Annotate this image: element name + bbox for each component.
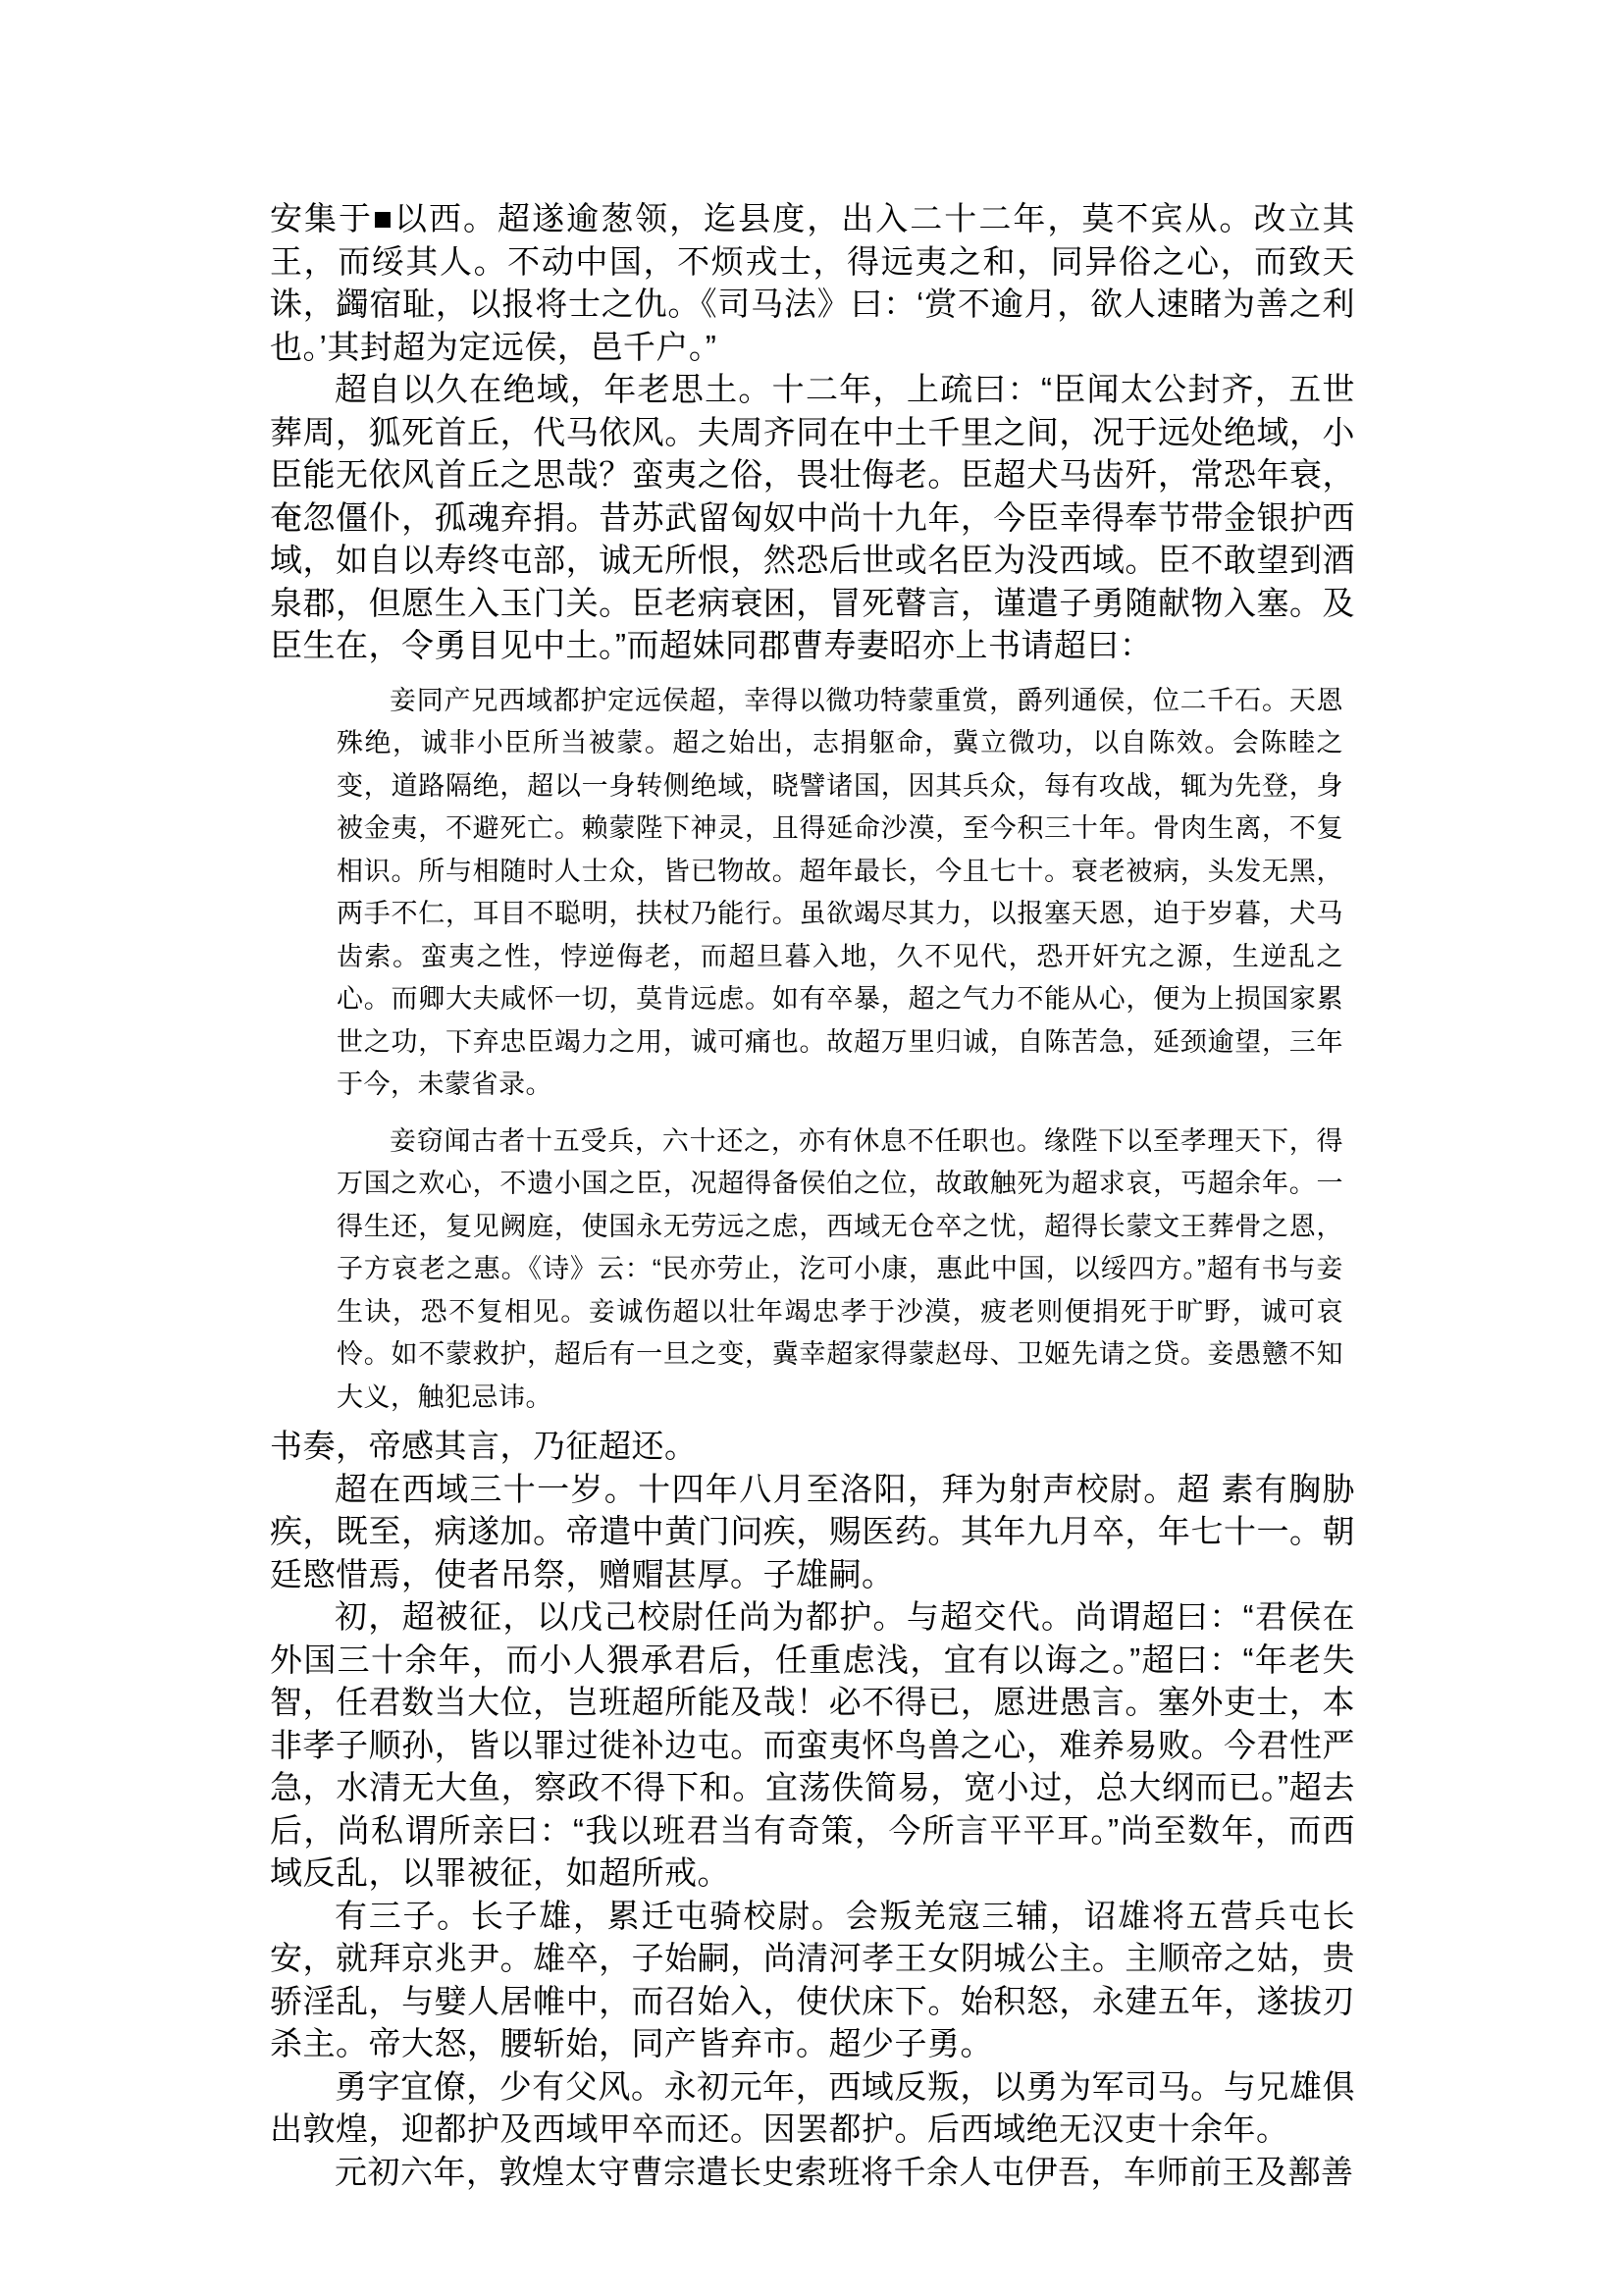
block-quote-ban-zhao-memorial-1: 妾同产兄西域都护定远侯超，幸得以微功特蒙重赏，爵列通侯，位二千石。天恩殊绝，诚非小臣所当被蒙。超之始出，志捐躯命，冀立微功，以自陈效。会陈睦之变，道路隔绝，超以一身转侧绝域，晓譬诸国，因其兵众，每有攻战，辄为先登，身被金夷，不避死亡。赖蒙陛下神灵，且得延命沙漠，至今积三十年。骨肉生离，不复相识。所与相随时人士众，皆已物故。超年最长，今且七十。衰老被病，头发无黑，两手不仁，耳目不聪明，扶杖乃能行。虽欲竭尽其力，以报塞天恩，迫于岁暮，犬马齿索。蛮夷之性，悖逆侮老，而超旦暮入地，久不见代，恐开奸宄之源，生逆乱之心。而卿大夫咸怀一切，莫肯远虑。如有卒暴，超之气力不能从心，便为上损国家累世之功，下弃忠臣竭力之用，诚可痛也。故超万里归诚，自陈苦急，延颈逾望，三年于今，未蒙省录。: [337, 685, 1343, 1099]
body-paragraph-ren-shang-dialogue: 初，超被征，以戊己校尉任尚为都护。与超交代。尚谓超曰：“君侯在外国三十余年，而小人猥承君后，任重虑浅，宜有以诲之。”超曰：“年老失智，任君数当大位，岂班超所能及哉！必不得已，愿进愚言。塞外吏士，本非孝子顺孙，皆以罪过徙补边屯。而蛮夷怀鸟兽之心，难养易败。今君性严急，水清无大鱼，察政不得下和。宜荡佚简易，宽小过，总大纲而已。”超去后，尚私谓所亲曰：“我以班君当有奇策，今所言平平耳。”尚至数年，而西域反乱，以罪被征，如超所戒。: [270, 1598, 1355, 1891]
body-paragraph-return-and-death: 超在西域三十一岁。十四年八月至洛阳，拜为射声校尉。超 素有胸胁疾，既至，病遂加。帝遣中黄门问疾，赐医药。其年九月卒，年七十一。朝廷愍惜焉，使者吊祭，赠赗甚厚。子雄嗣。: [270, 1470, 1355, 1592]
body-paragraph-continuation: 安集于■以西。超遂逾葱领，迄县度，出入二十二年，莫不宾从。改立其王，而绥其人。不动中国，不烦戎士，得远夷之和，同异俗之心，而致天诛，蠲宿耻，以报将士之仇。《司马法》曰：‘赏不逾月，欲人速睹为善之利也。’其封超为定远侯，邑千户。”: [270, 200, 1355, 365]
block-quote-ban-zhao-memorial-2: 妾窃闻古者十五受兵，六十还之，亦有休息不任职也。缘陛下以至孝理天下，得万国之欢心，不遗小国之臣，况超得备侯伯之位，故敢触死为超求哀，丐超余年。一得生还，复见阙庭，使国永无劳远之虑，西域无仓卒之忧，超得长蒙文王葬骨之恩，子方哀老之惠。《诗》云：“民亦劳止，汔可小康，惠此中国，以绥四方。”超有书与妾生诀，恐不复相见。妾诚伤超以壮年竭忠孝于沙漠，疲老则便捐死于旷野，诚可哀怜。如不蒙救护，超后有一旦之变，冀幸超家得蒙赵母、卫姬先请之贷。妾愚戆不知大义，触犯忌讳。: [337, 1125, 1343, 1412]
text-content-area: [270, 197, 1355, 2193]
body-paragraph-three-sons: 有三子。长子雄，累迁屯骑校尉。会叛羌寇三辅，诏雄将五营兵屯长安，就拜京兆尹。雄卒，子始嗣，尚清河孝王女阴城公主。主顺帝之姑，贵骄淫乱，与嬖人居帷中，而召始入，使伏床下。始积怒，永建五年，遂拔刃杀主。帝大怒，腰斩始，同产皆弃市。超少子勇。: [270, 1897, 1355, 2061]
body-paragraph-ban-yong-intro: 勇字宜僚，少有父风。永初元年，西域反叛，以勇为军司马。与兄雄俱出敦煌，迎都护及西域甲卒而还。因罢都护。后西域绝无汉吏十余年。: [270, 2067, 1355, 2147]
body-paragraph-yuanchu-sixth-year: 元初六年，敦煌太守曹宗遣长史索班将千余人屯伊吾，车师前王及鄯善: [335, 2153, 1354, 2190]
body-paragraph-memorial-intro: 超自以久在绝域，年老思土。十二年，上疏曰：“臣闻太公封齐，五世葬周，狐死首丘，代马依风。夫周齐同在中土千里之间，况于远处绝域，小臣能无依风首丘之思哉？蛮夷之俗，畏壮侮老。臣超犬马齿歼，常恐年衰，奄忽僵仆，孤魂弃捐。昔苏武留匈奴中尚十九年，今臣幸得奉节带金银护西域，如自以寿终屯部，诚无所恨，然恐后世或名臣为没西域。臣不敢望到酒泉郡，但愿生入玉门关。臣老病衰困，冒死瞽言，谨遣子勇随献物入塞。及臣生在，令勇目见中土。”而超妹同郡曹寿妻昭亦上书请超曰：: [270, 371, 1355, 663]
body-paragraph-emperor-response: 书奏，帝感其言，乃征超还。: [270, 1428, 698, 1464]
